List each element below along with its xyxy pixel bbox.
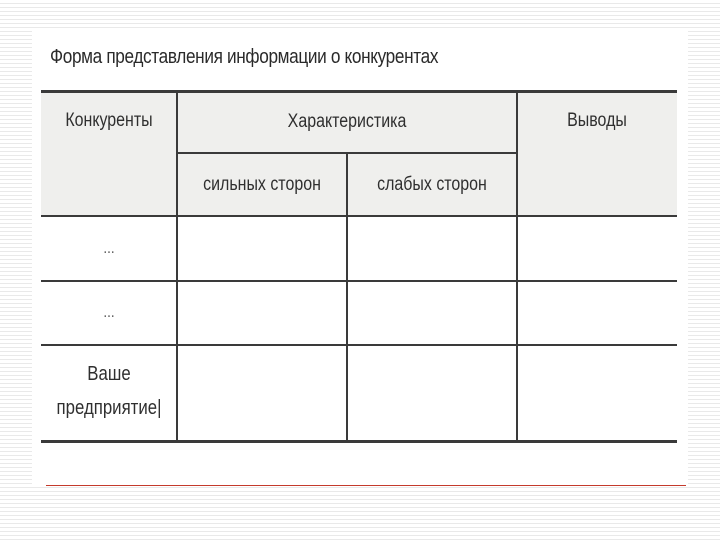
row-2-weaknesses-cell[interactable]: [347, 281, 517, 345]
row-2-conclusions-cell[interactable]: [517, 281, 677, 345]
row-3-weaknesses-cell[interactable]: [347, 345, 517, 441]
row-2-strengths-cell[interactable]: [177, 281, 347, 345]
header-bottom-border: [41, 215, 677, 217]
row-1-strengths-cell[interactable]: [177, 217, 347, 281]
competitors-table: [41, 90, 677, 443]
row-3-conclusions-cell[interactable]: [517, 345, 677, 441]
row-1-conclusions-cell[interactable]: [517, 217, 677, 281]
header-characteristic: Характеристика: [287, 111, 407, 132]
row-2-name: ...: [103, 304, 115, 321]
header-weaknesses: слабых сторон: [377, 173, 487, 195]
slide-page: [32, 30, 688, 486]
header-strengths: сильных сторон: [203, 173, 321, 195]
row-1-name: ...: [103, 240, 115, 257]
slide-title: Форма представления информации о конкурентах: [50, 46, 439, 68]
row-3-name-line2: предприятие|: [56, 396, 162, 419]
col-2-divider: [346, 152, 348, 443]
row-3-strengths-cell[interactable]: [177, 345, 347, 441]
footer-accent-line: [46, 485, 686, 486]
row-3-name-line1: Ваше: [87, 362, 131, 385]
table-top-border: [41, 90, 677, 93]
row-2-bottom-border: [41, 344, 677, 346]
col-1-divider: [176, 90, 178, 443]
header-competitors: Конкуренты: [65, 110, 153, 131]
table-bottom-border: [41, 440, 677, 443]
col-3-divider: [516, 90, 518, 443]
row-1-bottom-border: [41, 280, 677, 282]
row-1-weaknesses-cell[interactable]: [347, 217, 517, 281]
header-conclusions: Выводы: [567, 110, 627, 131]
